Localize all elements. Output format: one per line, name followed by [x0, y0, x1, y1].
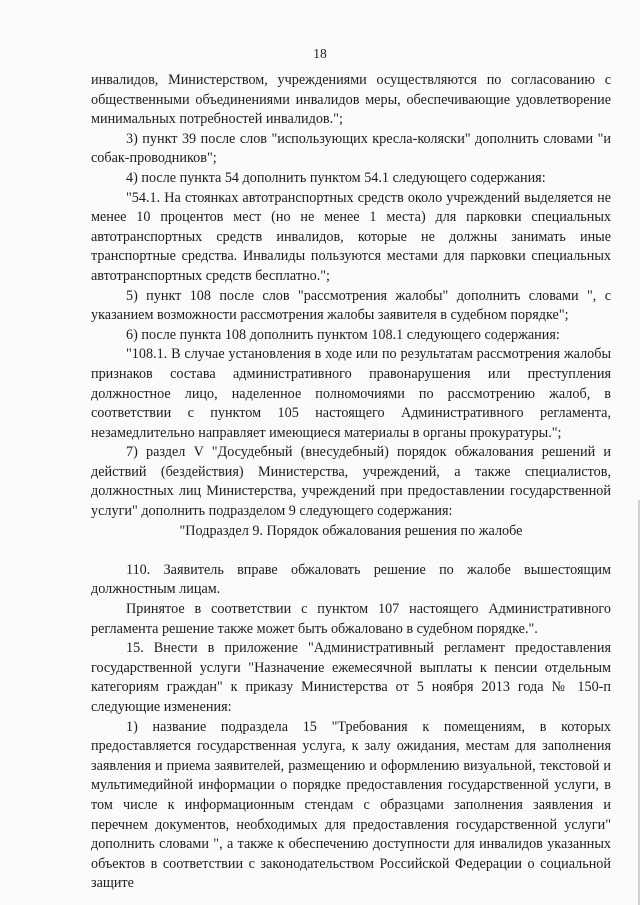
paragraph-item-7: 7) раздел V "Досудебный (внесудебный) порядок обжалования решений и действий (бездействия) Министерства, учреждений, а также специалистов, должностных лиц Министерства, учреждений при предоставлении государственной услуги" дополнить подразделом 9 следующего содержания: [91, 444, 611, 520]
subsection-heading: "Подраздел 9. Порядок обжалования решения по жалобе [179, 522, 523, 539]
paragraph-subitem-1: 1) название подраздела 15 "Требования к помещениям, в которых предоставляется государственная услуга, к залу ожидания, местам для заполнения заявления и приема заявителей, размещению и оформлению визуальной, текстовой и мультимедийной информации о порядке предоставления государственной услуги, в том числе к информационным стендам с образцами заполнения заявления и перечнем документов, необходимых для предоставления государственной услуги" дополнить словами ", а также к обеспечению доступности для инвалидов указанных объектов в соответствии с законодательством Российской Федерации о социальной защите [91, 718, 611, 892]
blank-line [91, 541, 611, 561]
paragraph-clause-110: 110. Заявитель вправе обжаловать решение по жалобе вышестоящим должностным лицам. [91, 561, 611, 598]
paragraph-item-6: 6) после пункта 108 дополнить пунктом 108.1 следующего содержания: [126, 326, 560, 343]
paragraph-clause-54-1: "54.1. На стоянках автотранспортных средств около учреждений выделяется не менее 10 процентов мест (но не менее 1 места) для парковки специальных автотранспортных средств инвалидов, которые не должны занимать иные транспортные средства. Инвалиды пользуются местами для парковки специальных автотранспортных средств бесплатно."; [91, 189, 611, 284]
paragraph-item-15: 15. Внести в приложение "Административный регламент предоставления государственной услуги "Назначение ежемесячной выплаты к пенсии отдельным категориям граждан" к приказу Министерства от 5 ноября 2013 года № 150-п следующие изменения: [91, 640, 611, 715]
paragraph-item-5: 5) пункт 108 после слов "рассмотрения жалобы" дополнить словами ", с указанием возможности рассмотрения жалобы заявителя в судебном порядке"; [91, 287, 611, 324]
paragraph-item-3: 3) пункт 39 после слов "использующих кресла-коляски" дополнить словами "и собак-проводников"; [91, 130, 611, 167]
paragraph-court-appeal: Принятое в соответствии с пунктом 107 настоящего Административного регламента решение также может быть обжаловано в судебном порядке.". [91, 601, 611, 637]
page-number: 18 [313, 46, 327, 61]
document-body [91, 71, 611, 894]
paragraph-clause-108-1: "108.1. В случае установления в ходе или по результатам рассмотрения жалобы признаков состава административного правонарушения или преступления должностное лицо, наделенное полномочиями по рассмотрению жалоб, в соответствии с пунктом 105 настоящего Административного регламента, незамедлительно направляет имеющиеся материалы в органы прокуратуры."; [91, 346, 611, 441]
paragraph-continuation: инвалидов, Министерством, учреждениями осуществляются по согласованию с общественными объединениями инвалидов меры, обеспечивающие удовлетворение минимальных потребностей инвалидов."; [91, 72, 611, 128]
paragraph-item-4: 4) после пункта 54 дополнить пунктом 54.1 следующего содержания: [126, 169, 546, 186]
